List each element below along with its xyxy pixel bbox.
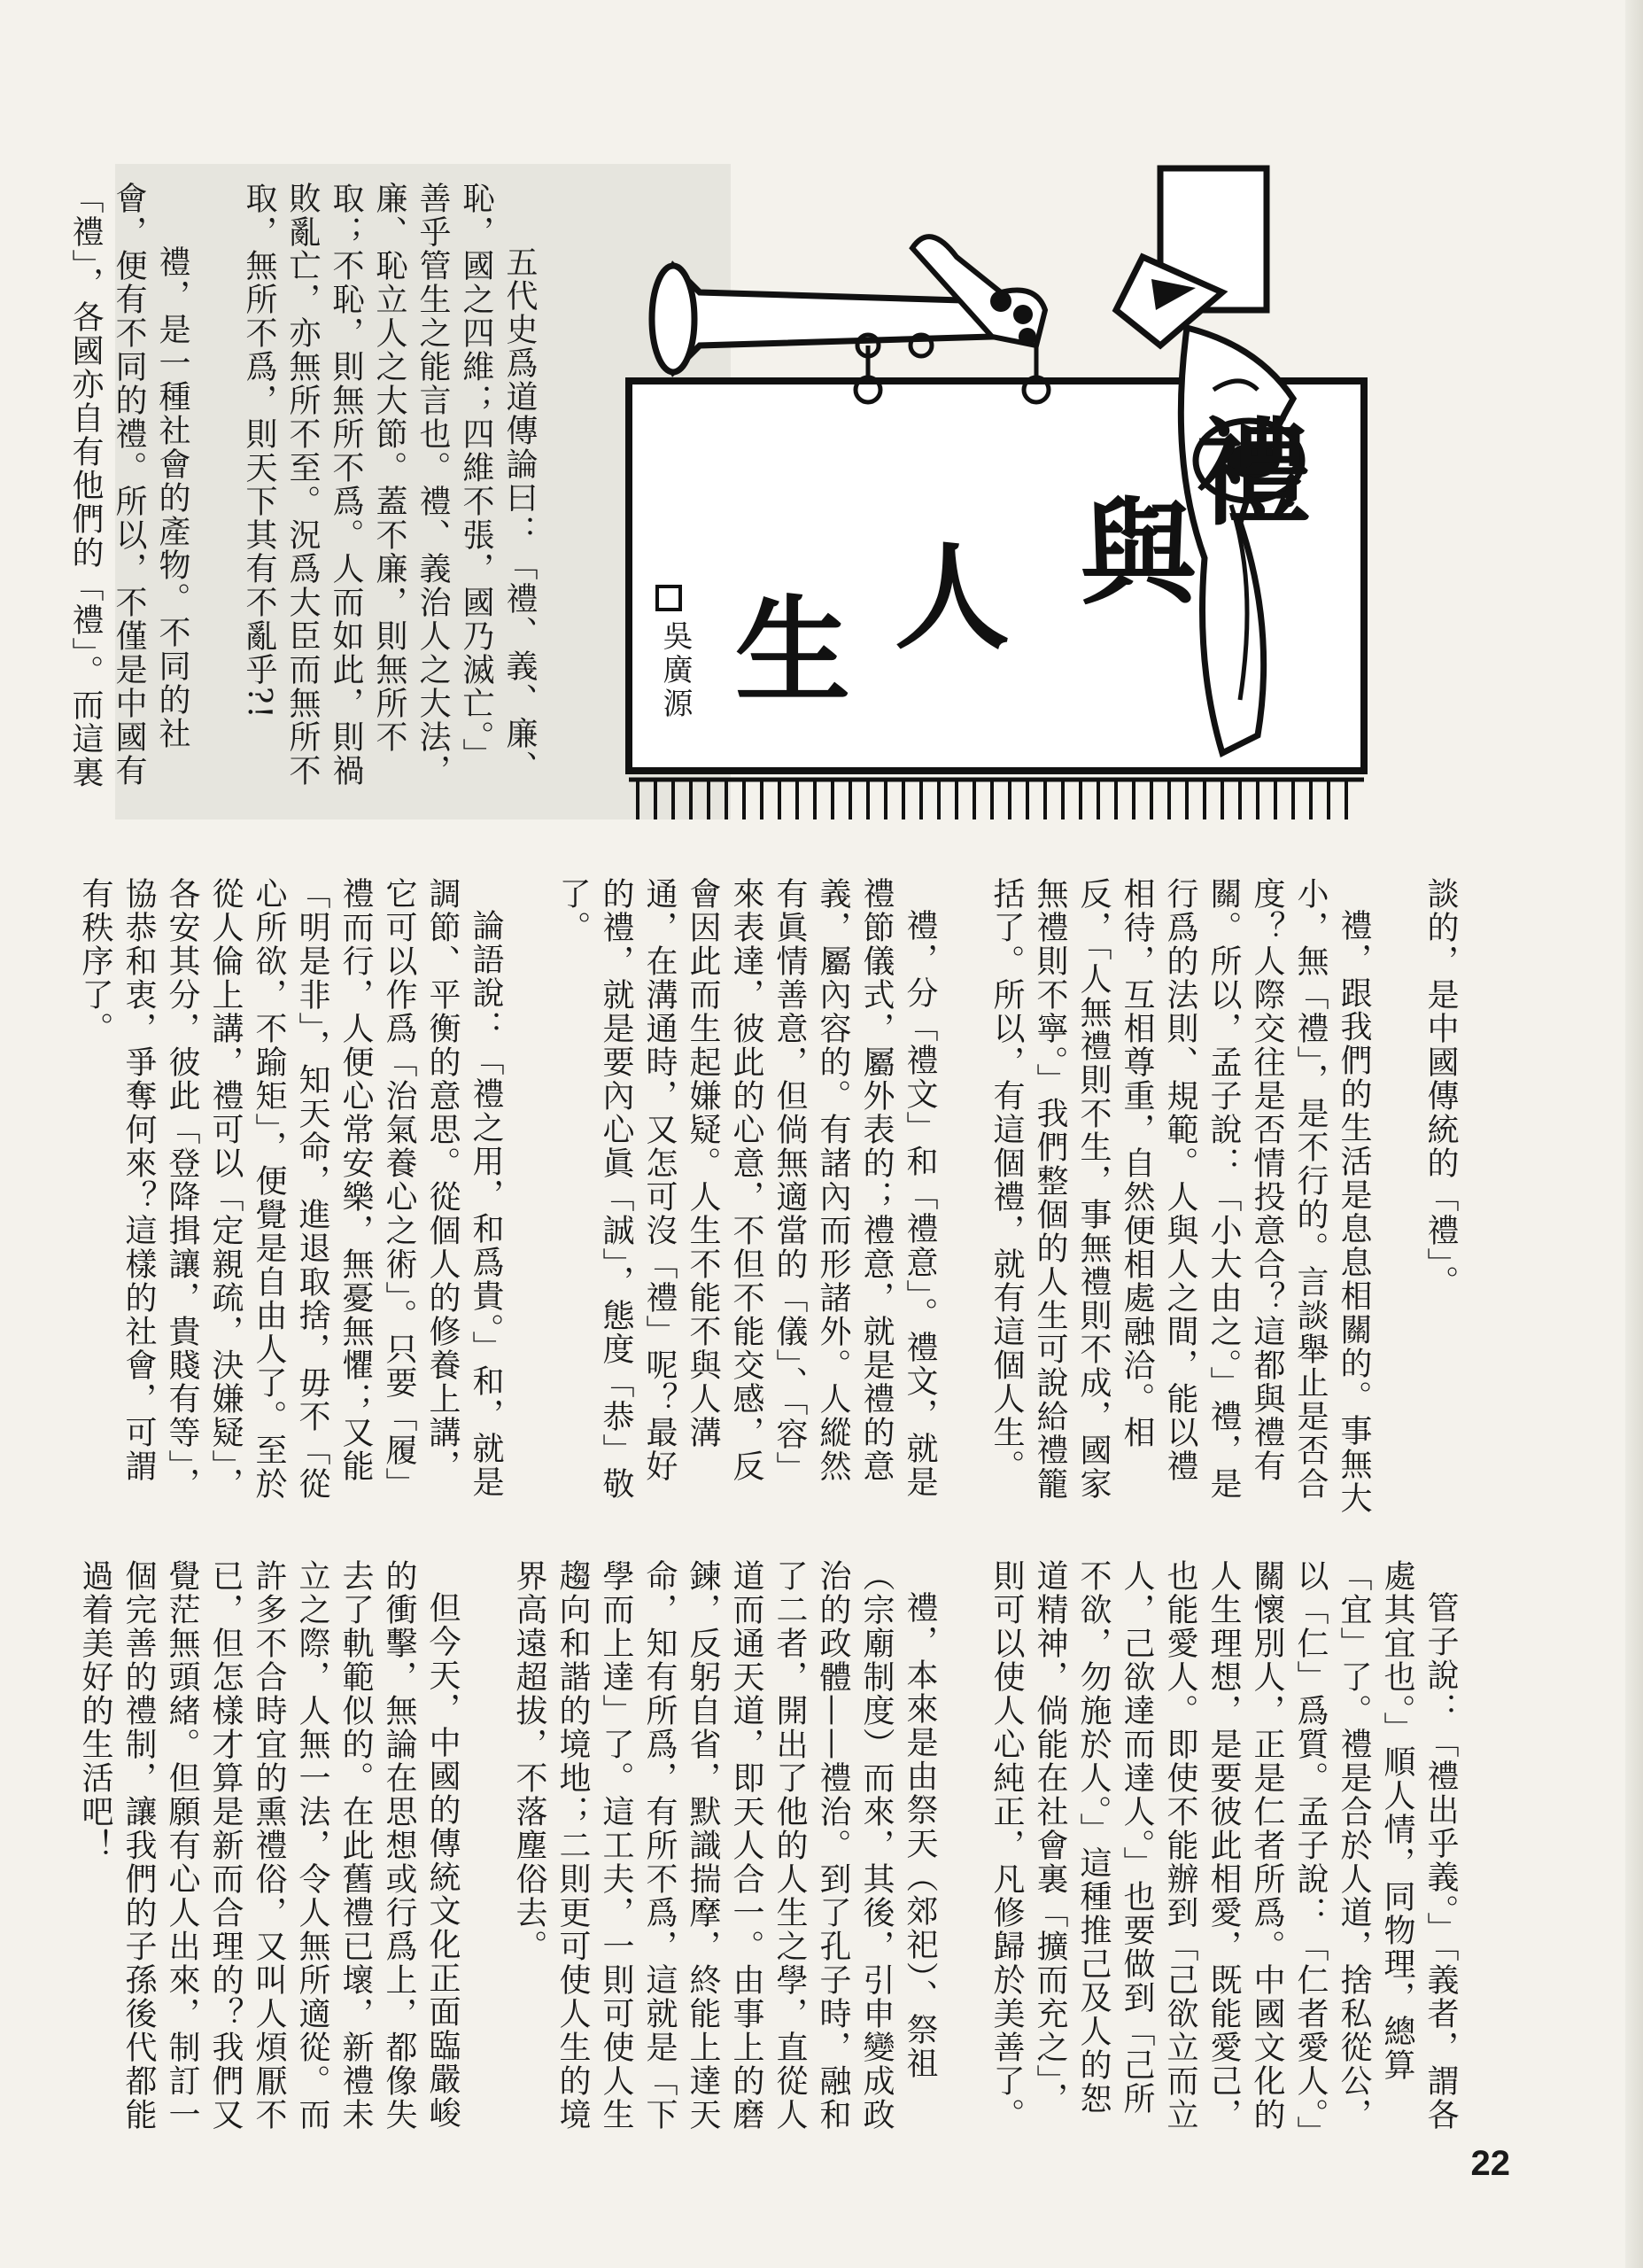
middle-text <box>77 877 1506 1515</box>
middle-paragraph-1: 談的，是中國傳統的「禮」。 <box>1422 877 1459 1299</box>
middle-paragraph-2: 禮，跟我們的生活是息息相關的。事無大小，無「禮」，是不行的。言談舉止是否合度？人際交往是否情投意合？這都與禮有關。所以，孟子說：「小大由之。」禮，是行爲的法則、規範。人與人之間，能以禮相待，互相尊重，自然便相處融洽。相反，「人無禮則不生，事無禮則不成，國家無禮則不寧。」我們整個的人生可說給禮籠括了。所以，有這個禮，就有這個人生。 <box>988 877 1372 1515</box>
author-marker-icon <box>655 585 682 611</box>
bottom-paragraph-3: 但今天，中國的傳統文化正面臨嚴峻的衝擊，無論在思想或行爲上，都像失去了軌範似的。在此舊禮已壞，新禮未立之際，人無一法，令人無所適從。而許多不合時宜的熏禮俗，又叫人煩厭不已，但怎樣才算是新而合理的？我們又覺茫無頭緒。但願有心人出來，制訂一個完善的禮制，讓我們的子孫後代都能過着美好的生活吧！ <box>77 1559 461 2132</box>
page-edge <box>1625 0 1643 2268</box>
intro-paragraph-1: 五代史爲道傳論曰：「禮、義、廉、恥，國之四維；四維不張，國乃滅亡。」善乎管生之能言也。禮、義治人之大法，廉、恥立人之大節。蓋不廉，則無所不取；不恥，則無所不爲。人而如此，則禍敗亂亡，亦無所不至。況爲大臣而無所不取，無所不爲，則天下其有不亂乎?! <box>241 182 538 788</box>
page-number: 22 <box>1470 2144 1510 2183</box>
middle-paragraph-3: 禮，分「禮文」和「禮意」。禮文，就是禮節儀式，屬外表的；禮意，就是禮的意義，屬內容的。有諸內而形諸外。人縱然有眞情善意，但倘無適當的「儀」、「容」來表達，彼此的心意，不但不能交感，反會因此而生起嫌疑。人生不能不與人溝通，在溝通時，又怎可沒「禮」呢？最好的禮，就是要內心眞「誠」，態度「恭」敬了。 <box>554 877 938 1501</box>
bottom-paragraph-2: 禮，本來是由祭天（郊祀）、祭祖（宗廟制度）而來，其後，引申變成政治的政體——禮治。到了孔子時，融和了二者，開出了他的人生之學，直從人道而通天道，即天人合一。由事上的磨鍊，反躬自省，默識揣摩，終能上達天命，知有所爲，有所不爲，這就是「下學而上達」了。這工夫，一則可使人生趨向和諧的境地；二則更可使人生的境界高遠超拔，不落塵俗去。 <box>511 1559 938 2132</box>
intro-paragraph-2: 禮，是一種社會的產物。不同的社會，便有不同的禮。所以，不僅是中國有「禮」，各國亦自有他們的「禮」。而這裏 <box>67 182 190 789</box>
intro-text <box>67 182 585 802</box>
title-char-sheng: 生 <box>735 584 851 718</box>
title-char-yu: 與 <box>1081 486 1197 621</box>
middle-paragraph-4: 論語說：「禮之用，和爲貴。」和，就是調節、平衡的意思。從個人的修養上講，它可以作爲「治氣養心之術」。只要「履」禮而行，人便心常安樂，無憂無懼；又能「明是非」，知天命，進退取捨，毋不「從心所欲，不踰矩」，便覺是自由人了。至於從人倫上講，禮可以「定親疏，決嫌疑」，各安其分，彼此「登降揖讓，貴賤有等」，協恭和衷，爭奪何來？這樣的社會，可謂有秩序了。 <box>77 877 504 1501</box>
author-name: 吳廣源 <box>657 620 693 721</box>
bottom-paragraph-1: 管子說：「禮出乎義。」「義者，謂各處其宜也。」順人情，同物理，總算「宜」了。禮是合於人道，捨私從公，以「仁」爲質。孟子說：「仁者愛人。」關懷別人，正是仁者所爲。中國文化的人生理想，是要彼此相愛，既能愛己，也能愛人。即使不能辦到「己欲立而立人，己欲達而達人。」也要做到「己所不欲，勿施於人。」這種推己及人的恕道精神，倘能在社會裏「擴而充之」，則可以使人心純正，凡修歸於美善了。 <box>988 1559 1459 2133</box>
title-illustration <box>620 168 1523 824</box>
herald-trumpet-illustration <box>620 168 1523 824</box>
title-char-ren: 人 <box>895 531 1011 665</box>
title-char-li: 禮 <box>1196 407 1312 541</box>
bottom-text <box>77 1559 1506 2144</box>
